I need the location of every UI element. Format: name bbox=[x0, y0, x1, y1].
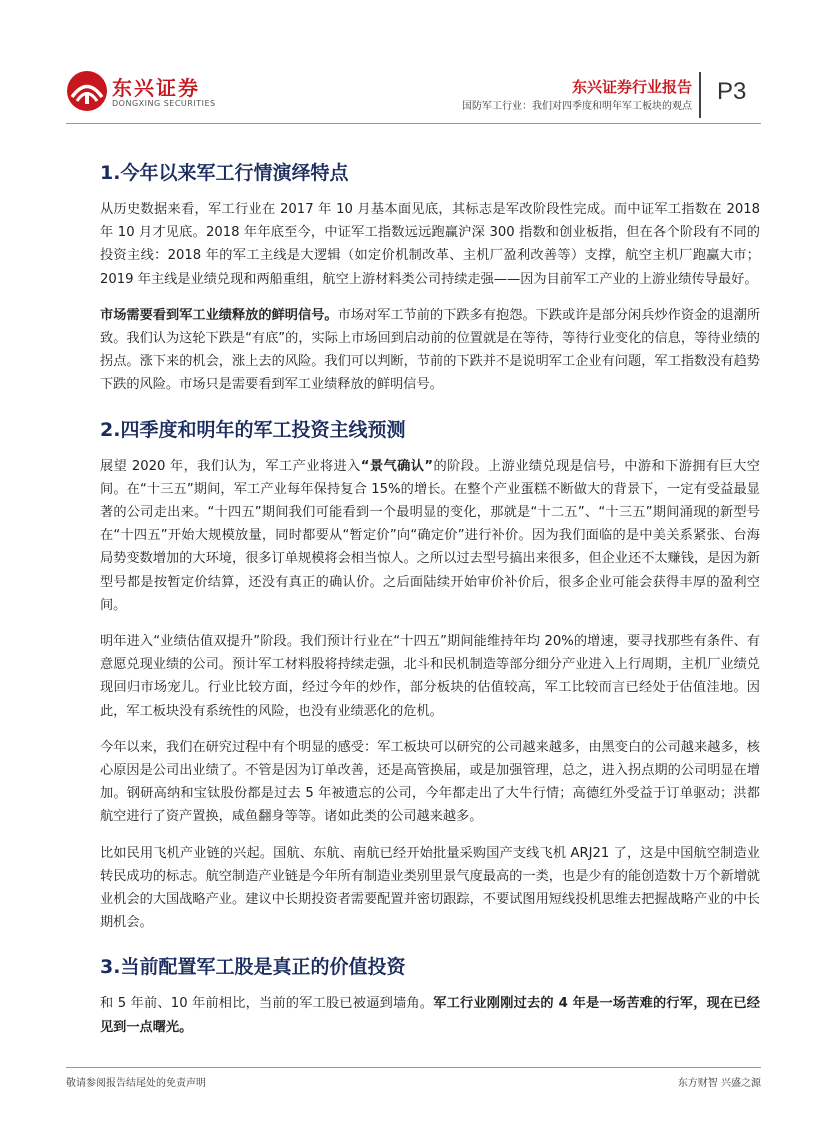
company-logo bbox=[66, 70, 226, 116]
report-body bbox=[100, 140, 760, 1052]
logo-english-name: DONGXING SECURITIES bbox=[112, 99, 216, 108]
section-title: 2.四季度和明年的军工投资主线预测 bbox=[100, 418, 406, 441]
logo-mark-icon bbox=[66, 70, 108, 112]
paragraph: 和 5 年前、10 年前相比，当前的军工股已被逼到墙角。军工行业刚刚过去的 4 年是一场苦难的行军，现在已经见到一点曙光。 bbox=[100, 996, 760, 1035]
section-title: 3.当前配置军工股是真正的价值投资 bbox=[100, 956, 406, 979]
paragraph-lead: 市场需要看到军工业绩释放的鲜明信号。 bbox=[100, 307, 338, 323]
page-header bbox=[0, 0, 827, 125]
paragraph: 市场需要看到军工业绩释放的鲜明信号。市场对军工节前的下跌多有抱怨。下跌或许是部分闲兵炒作资金的退潮所致。我们认为这轮下跌是“有底”的，实际上市场回到启动前的位置就是在等待，等待行业变化的信息，等待业绩的拐点。涨下来的机会，涨上去的风险。我们可以判断，节前的下跌并不是说明军工企业有问题，军工指数没有趋势下跌的风险。市场只是需要看到军工业绩释放的鲜明信号。 bbox=[100, 307, 761, 393]
header-divider bbox=[699, 72, 701, 118]
paragraph: 从历史数据来看，军工行业在 2017 年 10 月基本面见底，其标志是军改阶段性完成。而中证军工指数在 2018 年 10 月才见底。2018 年年底至今，中证军工指数远远跑赢沪深 300 指数和创业板指，但在各个阶段有不同的投资主线：2018 年的军工主线是大逻辑（如定价机制改革、主机厂盈利改善等）支撑，航空主机厂跑赢大市；2019 年主线是业绩兑现和两船重组，航空上游材料类公司持续走强——因为目前军工产业的上游业绩传导最好。 bbox=[100, 202, 760, 287]
report-subtitle: 国防军工行业：我们对四季度和明年军工板块的观点 bbox=[462, 101, 692, 112]
paragraph: 今年以来，我们在研究过程中有个明显的感受：军工板块可以研究的公司越来越多，由黑变白的公司越来越多，核心原因是公司出业绩了。不管是因为订单改善，还是高管换届，或是加强管理，总之，进入拐点期的公司明显在增加。钢研高纳和宝钛股份都是过去 5 年被遗忘的公司，今年都走出了大牛行情；高德红外受益于订单驱动；洪都航空进行了资产置换，咸鱼翻身等等。诸如此类的公司越来越多。 bbox=[100, 739, 760, 825]
footer-disclaimer: 敬请参阅报告结尾处的免责声明 bbox=[66, 1078, 206, 1089]
footer-slogan: 东方财智 兴盛之源 bbox=[677, 1078, 761, 1089]
logo-chinese-name: 东兴证券 bbox=[112, 76, 200, 100]
section-title: 1.今年以来军工行情演绎特点 bbox=[100, 162, 349, 184]
paragraph: 明年进入“业绩估值双提升”阶段。我们预计行业在“十四五”期间能维持年均 20%的增速，要寻找那些有条件、有意愿兑现业绩的公司。预计军工材料股将持续走强，北斗和民机制造等部分细分产业进入上行周期，主机厂业绩兑现回归市场宠儿。行业比较方面，经过今年的炒作，部分板块的估值较高，军工比较而言已经处于估值洼地。因此，军工板块没有系统性的风险，也没有业绩恶化的危机。 bbox=[100, 634, 760, 719]
footer-rule bbox=[66, 1067, 761, 1068]
header-rule bbox=[66, 123, 761, 124]
paragraph: 比如民用飞机产业链的兴起。国航、东航、南航已经开始批量采购国产支线飞机 ARJ21 了，这是中国航空制造业转民成功的标志。航空制造产业链是今年所有制造业类别里景气度最高的一类，也是少有的能创造数十万个新增就业机会的大国战略产业。建议中长期投资者需要配置并密切跟踪，不要试图用短线投机思维去把握战略产业的中长期机会。 bbox=[100, 845, 760, 931]
report-title: 东兴证券行业报告 bbox=[571, 78, 692, 96]
emphasis: 军工行业刚刚过去的 4 年是一场苦难的行军，现在已经见到一点曙光。 bbox=[100, 996, 760, 1035]
emphasis: “景气确认” bbox=[360, 458, 434, 474]
paragraph: 展望 2020 年，我们认为，军工产业将进入“景气确认”的阶段。上游业绩兑现是信号，中游和下游拥有巨大空间。在“十三五”期间，军工产业每年保持复合 15%的增长。在整个产业蛋糕不断做大的背景下，一定有受益最显著的公司走出来。“十四五”期间我们可能看到一个最明显的变化，那就是“十二五”、“十三五”期间涌现的新型号在“十四五”开始大规模放量，同时都要从“暂定价”向“确定价”进行补价。因为我们面临的是中美关系紧张、台海局势变数增加的大环境，很多订单规模将会相当惊人。之所以过去型号搞出来很多，但企业还不太赚钱，是因为新型号都是按暂定价结算，还没有真正的确认价。之后面陆续开始审价补价后，很多企业可能会获得丰厚的盈利空间。 bbox=[100, 458, 760, 613]
page-number: P3 bbox=[717, 78, 747, 105]
